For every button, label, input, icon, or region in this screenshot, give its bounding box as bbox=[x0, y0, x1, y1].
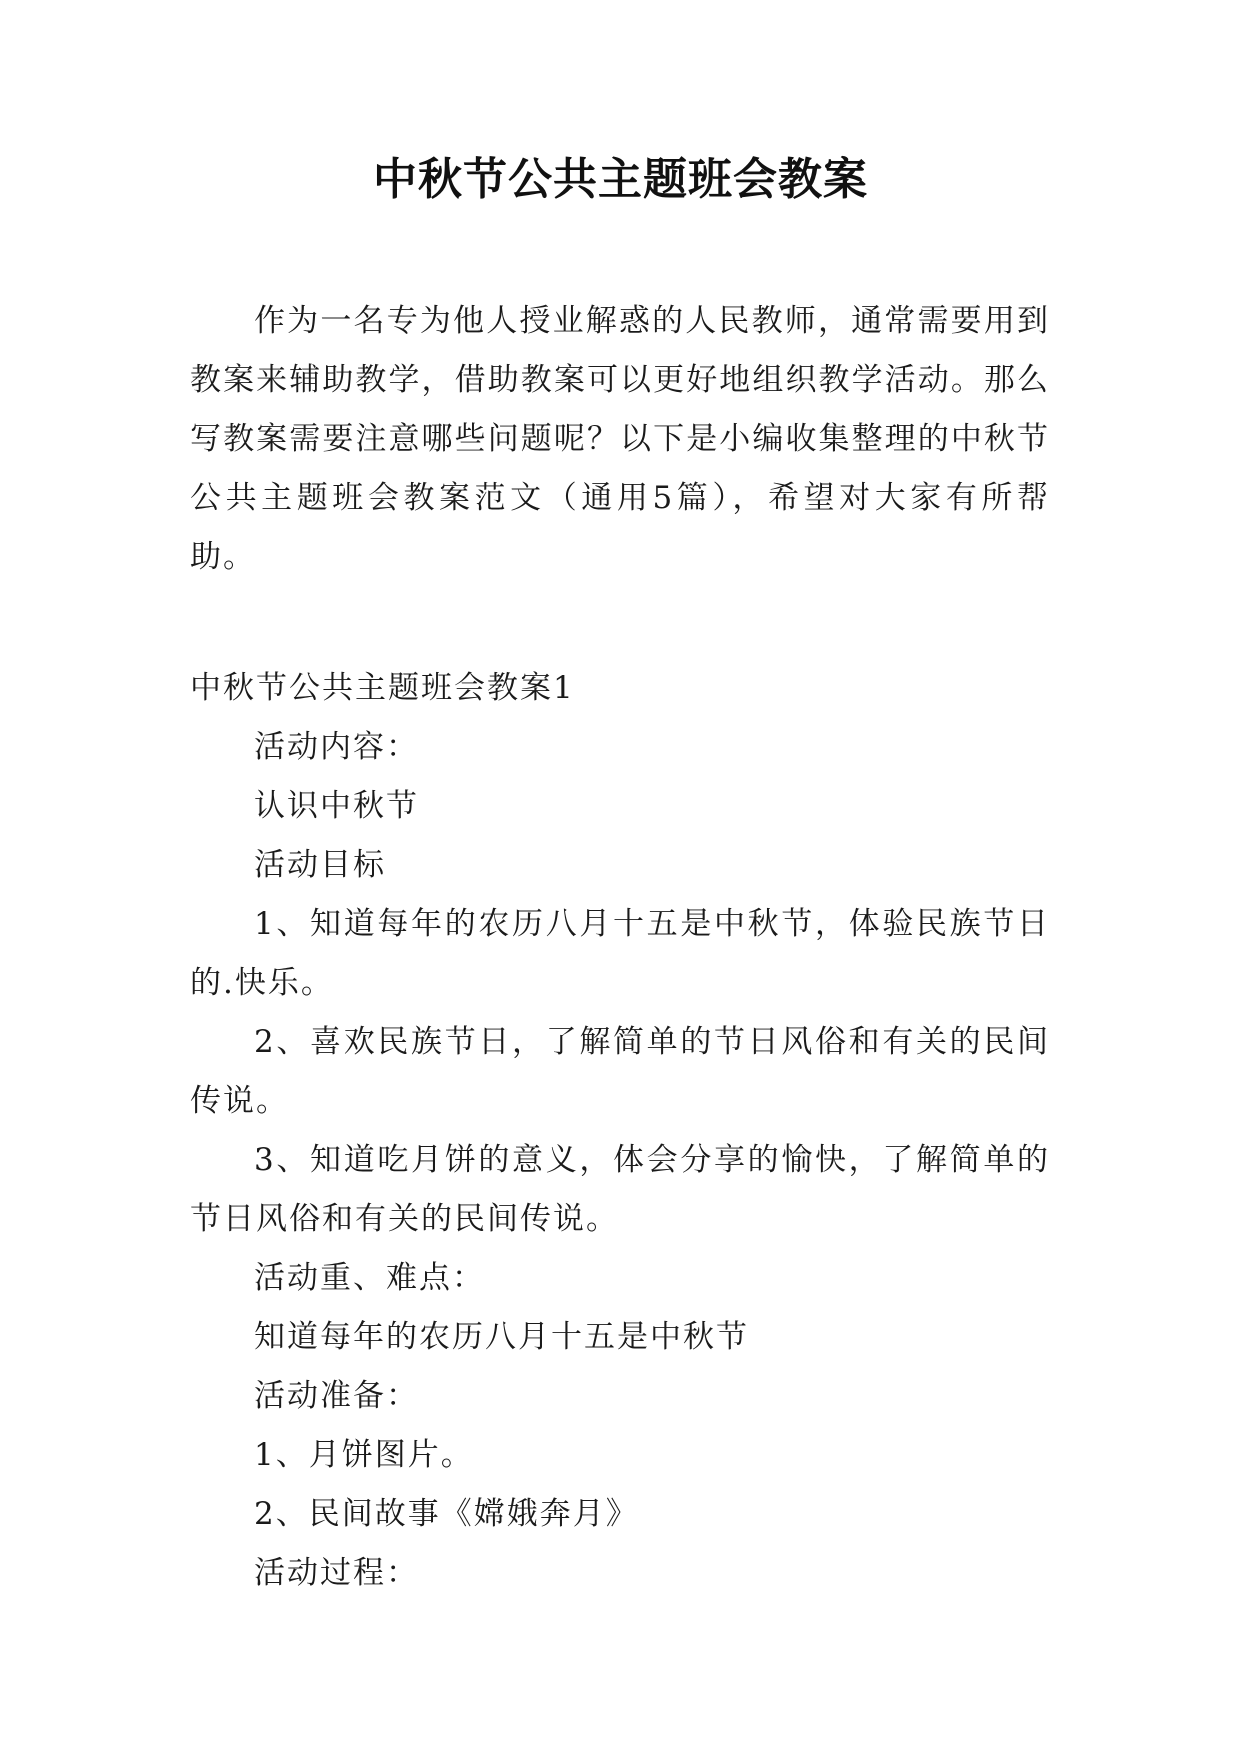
line-preparation-label: 活动准备： bbox=[254, 1378, 419, 1414]
intro-paragraph: 作为一名专为他人授业解惑的人民教师，通常需要用到教案来辅助教学，借助教案可以更好地组织教学活动。那么写教案需要注意哪些问题呢？以下是小编收集整理的中秋节公共主题班会教案范文（通用5篇），希望对大家有所帮助。 bbox=[190, 303, 1050, 575]
line-activity-goals-label: 活动目标 bbox=[254, 847, 386, 883]
document-body bbox=[190, 292, 1050, 1603]
line-preparation-2: 2、民间故事《嫦娥奔月》 bbox=[254, 1496, 639, 1532]
document-title: 中秋节公共主题班会教案 bbox=[373, 154, 868, 205]
line-goal-3: 3、知道吃月饼的意义，体会分享的愉快，了解简单的节日风俗和有关的民间传说。 bbox=[190, 1142, 1050, 1237]
line-activity-content-label: 活动内容： bbox=[254, 729, 419, 765]
line-process-label: 活动过程： bbox=[254, 1555, 419, 1591]
section-heading: 中秋节公共主题班会教案1 bbox=[190, 670, 575, 706]
line-key-point: 知道每年的农历八月十五是中秋节 bbox=[254, 1319, 749, 1355]
line-goal-2: 2、喜欢民族节日，了解简单的节日风俗和有关的民间传说。 bbox=[190, 1024, 1050, 1119]
line-preparation-1: 1、月饼图片。 bbox=[254, 1437, 474, 1473]
section-spacer bbox=[190, 587, 1050, 659]
line-goal-1: 1、知道每年的农历八月十五是中秋节，体验民族节日的.快乐。 bbox=[190, 906, 1050, 1001]
line-activity-content: 认识中秋节 bbox=[254, 788, 419, 824]
line-key-points-label: 活动重、难点： bbox=[254, 1260, 485, 1296]
